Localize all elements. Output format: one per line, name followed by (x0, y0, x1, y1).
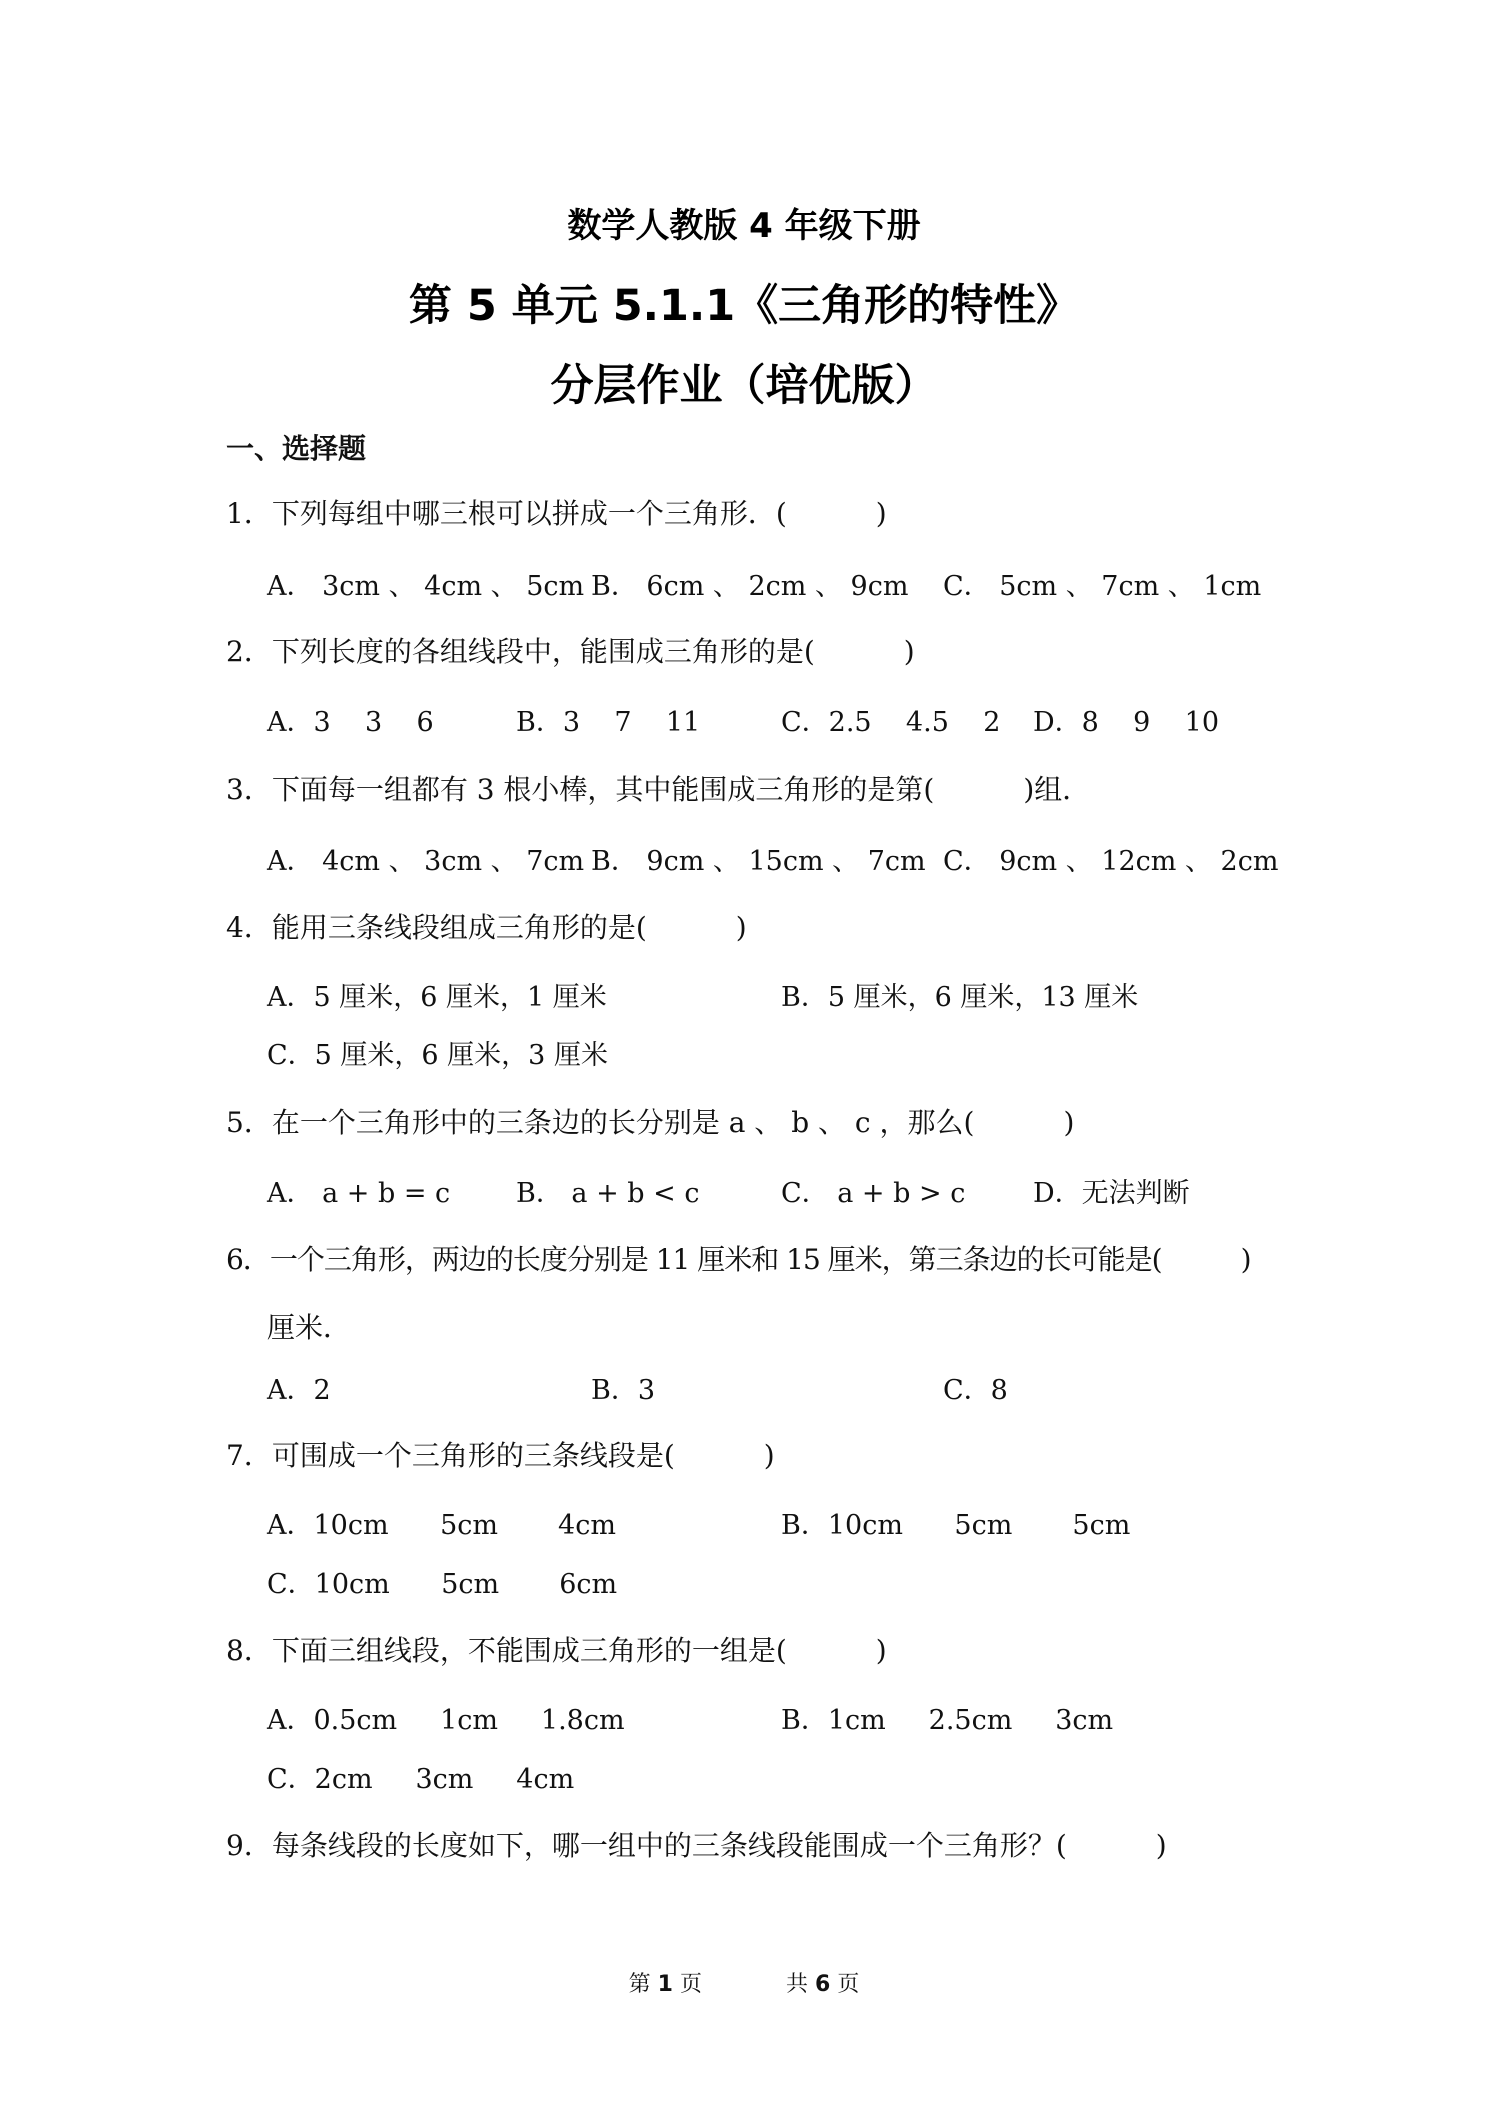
question-3-option-b: B． 9cm 、 15cm 、 7cm (591, 846, 926, 877)
question-7-option-c: C．10cm 5cm 6cm (267, 1569, 618, 1600)
question-2-option-a: A．3 3 6 (267, 707, 434, 738)
question-4-option-b: B．5 厘米，6 厘米，13 厘米 (781, 982, 1139, 1013)
section-heading: 一、选择题 (226, 432, 367, 465)
question-1-option-b: B． 6cm 、 2cm 、 9cm (591, 571, 909, 602)
question-6-option-c: C．8 (943, 1375, 1008, 1406)
question-8-option-a: A．0.5cm 1cm 1.8cm (267, 1705, 625, 1736)
question-2-option-b: B．3 7 11 (516, 707, 701, 738)
question-6-option-a: A．2 (267, 1375, 331, 1406)
question-3-stem: 3．下面每一组都有 3 根小棒，其中能围成三角形的是第( )组． (226, 773, 1091, 806)
question-6-stem: 6．一个三角形，两边的长度分别是 11 厘米和 15 厘米，第三条边的长可能是( ) (226, 1243, 1251, 1276)
question-9-stem: 9．每条线段的长度如下，哪一组中的三条线段能围成一个三角形？( ) (226, 1829, 1167, 1862)
footer-total-number: 6 (815, 1972, 831, 1997)
question-6-stem-continued: 厘米． (267, 1311, 352, 1344)
question-1-stem: 1．下列每组中哪三根可以拼成一个三角形．( ) (226, 497, 887, 530)
question-5-option-b: B． a + b < c (516, 1178, 700, 1209)
doc-title-version: 分层作业（培优版） (550, 361, 938, 411)
question-8-option-b: B．1cm 2.5cm 3cm (781, 1705, 1114, 1736)
question-5-option-c: C． a + b > c (781, 1178, 966, 1209)
question-1-option-a: A． 3cm 、 4cm 、 5cm (267, 571, 585, 602)
question-7-stem: 7．可围成一个三角形的三条线段是( ) (226, 1439, 775, 1472)
question-2-option-c: C．2.5 4.5 2 (781, 707, 1001, 738)
question-2-option-d: D．8 9 10 (1033, 707, 1220, 738)
footer-page-number: 1 (657, 1972, 673, 1997)
footer-page-unit: 页 (679, 1972, 702, 1997)
question-8-option-c: C．2cm 3cm 4cm (267, 1764, 575, 1795)
footer-total-unit: 页 (837, 1972, 860, 1997)
question-4-option-c: C．5 厘米，6 厘米，3 厘米 (267, 1040, 608, 1071)
footer-page-label: 第 (628, 1972, 651, 1997)
question-6-option-b: B．3 (591, 1375, 656, 1406)
question-5-option-a: A． a + b = c (267, 1178, 451, 1209)
page-footer (0, 1967, 1488, 1998)
question-1-option-c: C． 5cm 、 7cm 、 1cm (943, 571, 1262, 602)
question-3-option-a: A． 4cm 、 3cm 、 7cm (267, 846, 585, 877)
question-2-stem: 2．下列长度的各组线段中，能围成三角形的是( ) (226, 635, 915, 668)
question-4-option-a: A．5 厘米，6 厘米，1 厘米 (267, 982, 607, 1013)
doc-title-unit: 第 5 单元 5.1.1《三角形的特性》 (408, 281, 1080, 331)
question-7-option-a: A．10cm 5cm 4cm (267, 1510, 616, 1541)
question-5-stem: 5．在一个三角形中的三条边的长分别是 a 、 b 、 c ，那么( ) (226, 1106, 1075, 1139)
question-5-option-d: D．无法判断 (1033, 1178, 1190, 1209)
question-3-option-c: C． 9cm 、 12cm 、 2cm (943, 846, 1279, 877)
footer-total-label: 共 (786, 1972, 809, 1997)
question-4-stem: 4．能用三条线段组成三角形的是( ) (226, 911, 747, 944)
question-8-stem: 8．下面三组线段，不能围成三角形的一组是( ) (226, 1634, 887, 1667)
question-7-option-b: B．10cm 5cm 5cm (781, 1510, 1131, 1541)
doc-title-grade: 数学人教版 4 年级下册 (567, 206, 921, 246)
